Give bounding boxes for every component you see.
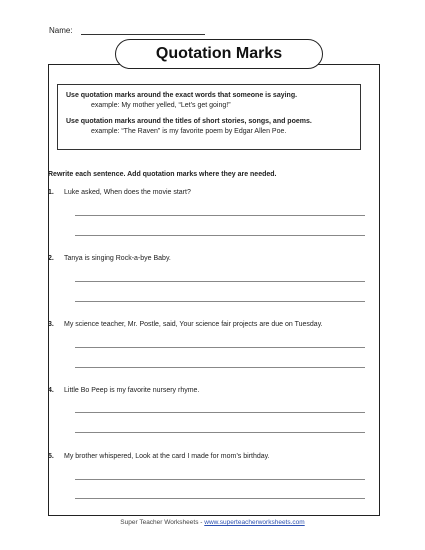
name-field-row xyxy=(49,26,205,35)
answer-line[interactable] xyxy=(75,235,365,236)
rules-box xyxy=(57,84,361,150)
question-text: Tanya is singing Rock-a-bye Baby. xyxy=(64,255,171,262)
question-text: My science teacher, Mr. Postle, said, Your science fair projects are due on Tuesday. xyxy=(64,321,323,328)
answer-line[interactable] xyxy=(75,498,365,499)
answer-line[interactable] xyxy=(75,301,365,302)
answer-line[interactable] xyxy=(75,281,365,282)
question-4 xyxy=(48,387,199,394)
rule-1-example: example: My mother yelled, “Let’s get going!” xyxy=(91,102,231,109)
footer-link[interactable]: www.superteacherworksheets.com xyxy=(204,519,305,526)
question-5 xyxy=(48,453,270,460)
question-number: 4. xyxy=(48,387,54,394)
answer-line[interactable] xyxy=(75,412,365,413)
question-number: 2. xyxy=(48,255,54,262)
answer-line[interactable] xyxy=(75,367,365,368)
question-text: My brother whispered, Look at the card I made for mom’s birthday. xyxy=(64,453,270,460)
question-text: Little Bo Peep is my favorite nursery rhyme. xyxy=(64,387,200,394)
answer-line[interactable] xyxy=(75,479,365,480)
question-text: Luke asked, When does the movie start? xyxy=(64,189,191,196)
question-1 xyxy=(48,189,191,196)
instructions: Rewrite each sentence. Add quotation marks where they are needed. xyxy=(48,171,277,178)
name-label: Name: xyxy=(49,26,73,35)
question-number: 1. xyxy=(48,189,54,196)
question-number: 3. xyxy=(48,321,54,328)
question-3 xyxy=(48,321,323,328)
rule-2-example: example: “The Raven” is my favorite poem by Edgar Allen Poe. xyxy=(91,128,287,135)
question-number: 5. xyxy=(48,453,54,460)
answer-line[interactable] xyxy=(75,432,365,433)
rule-2-heading: Use quotation marks around the titles of short stories, songs, and poems. xyxy=(66,118,312,125)
question-2 xyxy=(48,255,171,262)
rule-1-heading: Use quotation marks around the exact words that someone is saying. xyxy=(66,92,298,99)
answer-line[interactable] xyxy=(75,347,365,348)
name-blank-line[interactable] xyxy=(81,26,205,35)
footer-brand: Super Teacher Worksheets xyxy=(120,519,199,526)
footer-separator: - xyxy=(200,519,203,526)
footer xyxy=(0,519,425,526)
answer-line[interactable] xyxy=(75,215,365,216)
page-title: Quotation Marks xyxy=(115,39,323,69)
